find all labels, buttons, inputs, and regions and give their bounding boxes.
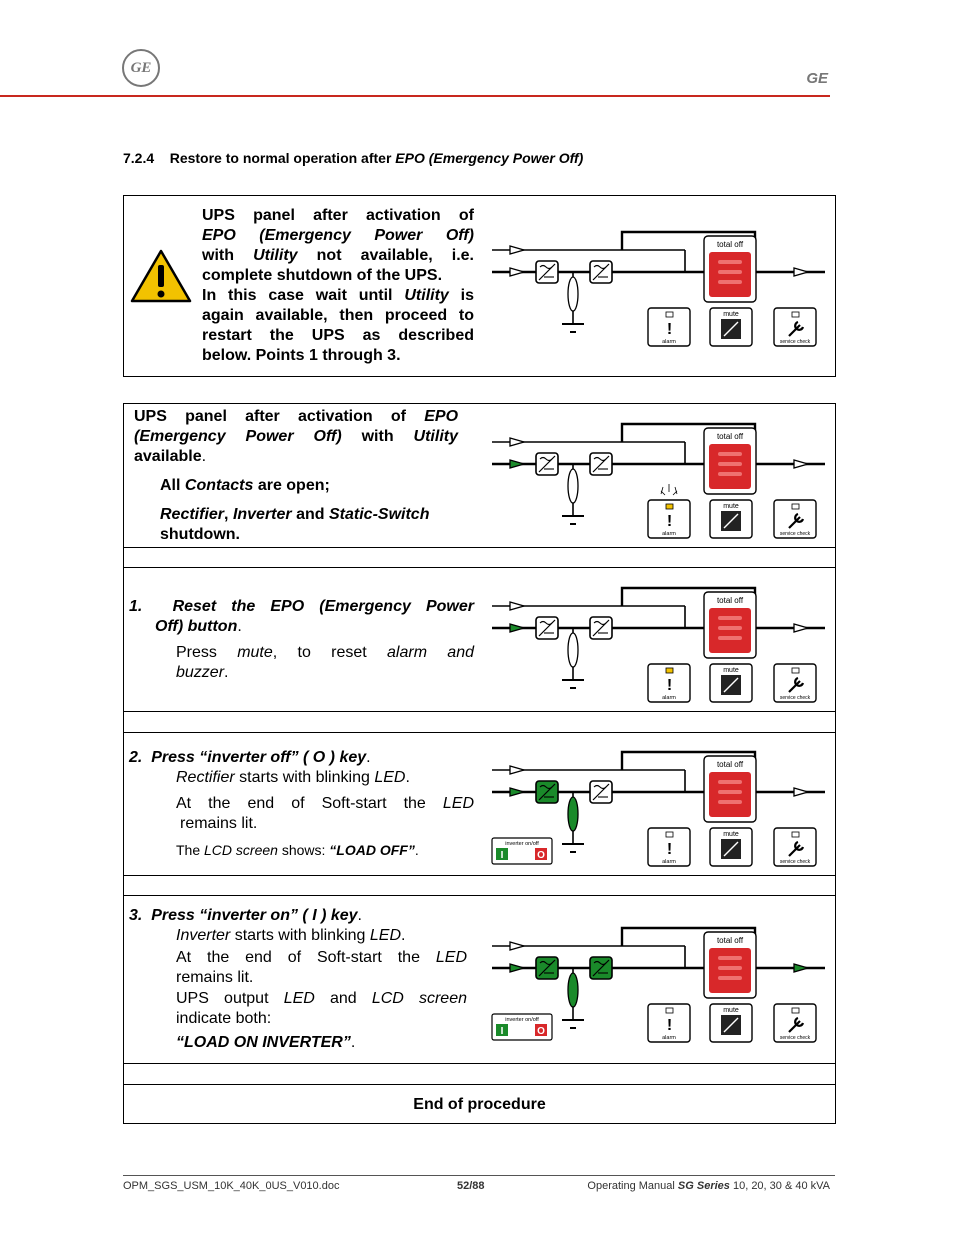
box2-line: Rectifier	[160, 506, 225, 523]
step-1	[129, 597, 474, 683]
bypass-input-arrow	[510, 438, 524, 446]
box2-line: ,	[224, 506, 229, 523]
step-text: LED	[369, 927, 401, 944]
box2-line: shutdown.	[160, 526, 240, 543]
bypass-input-arrow	[510, 602, 524, 610]
box1-line: restart the UPS as described	[202, 327, 474, 344]
step-text: starts with blinking	[239, 769, 370, 786]
step-text: remains lit.	[180, 815, 258, 832]
step-title: .	[237, 618, 242, 635]
alarm-led	[666, 312, 673, 317]
step-text: , to reset	[272, 644, 367, 661]
service-check-label: service check	[779, 531, 811, 537]
step-title: Reset the EPO (Emergency Power	[172, 598, 475, 615]
inverter-off-glyph: O	[537, 850, 545, 861]
bypass-input-arrow	[510, 246, 524, 254]
box1-line: not available, i.e.	[316, 247, 474, 264]
ge-logo	[122, 49, 160, 87]
separator	[123, 1063, 836, 1064]
section-title-text: Restore to normal operation after	[169, 150, 396, 166]
step-text: .	[414, 842, 419, 858]
total-off-ridge	[718, 636, 742, 640]
inverter-on-glyph: I	[500, 850, 504, 861]
step-title: .	[366, 749, 371, 766]
total-off-pad	[709, 948, 751, 993]
total-off-ridge	[718, 626, 742, 630]
battery-icon	[568, 277, 578, 311]
alarm-icon: !	[666, 1017, 673, 1034]
separator	[123, 732, 836, 733]
footer-rule	[123, 1175, 835, 1176]
box2-line: with	[361, 428, 394, 445]
step-title: Press	[151, 749, 195, 766]
alarm-rays-icon	[661, 484, 677, 495]
step-text: .	[350, 1034, 356, 1051]
box2-line: available	[134, 448, 202, 465]
alarm-icon: !	[666, 677, 673, 694]
total-off-ridge	[718, 452, 742, 456]
box1-line: In this case wait until	[202, 287, 393, 304]
box1-line: again available, then proceed to	[202, 307, 474, 324]
step-2	[129, 748, 474, 860]
battery-icon	[568, 469, 578, 503]
alarm-led	[666, 504, 673, 509]
ups-diagram	[480, 742, 830, 872]
step-text: indicate both:	[176, 1010, 272, 1027]
total-off-ridge	[718, 800, 742, 804]
service-led	[792, 668, 799, 673]
step-text: starts with blinking	[234, 927, 366, 944]
state-after-epo-text	[134, 407, 458, 545]
header-brand: GE	[806, 70, 828, 87]
step-text: remains lit.	[176, 969, 254, 986]
total-off-label: total off	[716, 936, 744, 945]
step-text: “LOAD OFF”	[329, 842, 415, 858]
service-led	[792, 832, 799, 837]
step-text: Press	[176, 644, 217, 661]
alarm-label: alarm	[662, 339, 676, 345]
step-title: .	[357, 907, 362, 924]
mains-input-arrow	[510, 460, 524, 468]
section-title	[123, 150, 583, 166]
logo-text: GE	[130, 59, 152, 76]
box2-line: UPS panel after activation of	[134, 408, 406, 425]
alarm-led	[666, 832, 673, 837]
box1-line: complete shutdown of the UPS.	[202, 267, 443, 284]
total-off-ridge	[718, 780, 742, 784]
output-arrow	[794, 268, 808, 276]
box2-line: and	[296, 506, 325, 523]
alarm-label: alarm	[662, 1035, 676, 1041]
box1-line: below. Points 1 through 3.	[202, 347, 401, 364]
total-off-ridge	[718, 462, 742, 466]
mute-label: mute	[723, 831, 739, 838]
mains-input-arrow	[510, 964, 524, 972]
step-text: At the end of Soft-start the	[176, 795, 426, 812]
box1-line: Utility	[404, 287, 449, 304]
total-off-label: total off	[716, 432, 744, 441]
total-off-pad	[709, 608, 751, 653]
step-text: UPS output	[176, 990, 269, 1007]
warning-icon	[129, 248, 193, 304]
alarm-led	[666, 668, 673, 673]
total-off-label: total off	[716, 240, 744, 249]
alarm-led	[666, 1008, 673, 1013]
step-number: 1.	[129, 598, 143, 615]
alarm-label: alarm	[662, 859, 676, 865]
step-text: shows:	[281, 842, 326, 858]
output-arrow	[794, 788, 808, 796]
header-rule	[0, 95, 830, 97]
separator	[123, 895, 836, 896]
total-off-ridge	[718, 280, 742, 284]
separator	[123, 1084, 836, 1085]
step-text: At the end of Soft-start the	[176, 949, 420, 966]
step-title: Off) button	[155, 618, 238, 635]
step-text: .	[401, 927, 406, 944]
step-text: .	[405, 769, 410, 786]
step-text: LCD screen	[204, 842, 278, 858]
ups-diagram	[480, 918, 830, 1048]
step-text: buzzer	[176, 664, 225, 681]
end-of-procedure: End of procedure	[413, 1096, 546, 1113]
box1-line: with	[202, 247, 234, 264]
total-off-ridge	[718, 260, 742, 264]
mute-label: mute	[723, 503, 739, 510]
alarm-label: alarm	[662, 695, 676, 701]
service-check-label: service check	[779, 859, 811, 865]
total-off-pad	[709, 444, 751, 489]
service-check-label: service check	[779, 695, 811, 701]
step-number: 3.	[129, 907, 143, 924]
step-number: 2.	[129, 749, 143, 766]
battery-icon	[568, 633, 578, 667]
inverter-on-glyph: I	[500, 1026, 504, 1037]
mute-label: mute	[723, 311, 739, 318]
battery-icon	[568, 973, 578, 1007]
box2-line: Utility	[413, 428, 458, 445]
step-text: alarm and	[387, 644, 475, 661]
box2-line: EPO	[424, 408, 459, 425]
section-title-em: EPO (Emergency Power Off)	[395, 150, 584, 166]
mains-input-arrow	[510, 788, 524, 796]
inverter-off-glyph: O	[537, 1026, 545, 1037]
box2-line: Inverter	[232, 506, 292, 523]
service-check-label: service check	[779, 1035, 811, 1041]
step-text: The	[176, 842, 201, 858]
footer-page: 52/88	[457, 1180, 485, 1192]
total-off-pad	[709, 252, 751, 297]
service-led	[792, 504, 799, 509]
step-text: LCD screen	[371, 990, 468, 1007]
service-led	[792, 312, 799, 317]
step-text: “LOAD ON INVERTER”	[176, 1034, 351, 1051]
ups-diagram	[480, 578, 830, 708]
separator	[123, 711, 836, 712]
inverter-onoff-label: inverter on/off	[505, 1017, 539, 1023]
bypass-input-arrow	[510, 766, 524, 774]
box1-line: UPS panel after activation of	[202, 207, 474, 224]
total-off-ridge	[718, 616, 742, 620]
alarm-label: alarm	[662, 531, 676, 537]
total-off-label: total off	[716, 596, 744, 605]
bypass-input-arrow	[510, 942, 524, 950]
step-title: Press	[151, 907, 195, 924]
ups-diagram	[480, 222, 830, 352]
output-arrow	[794, 460, 808, 468]
mute-label: mute	[723, 1007, 739, 1014]
alarm-icon: !	[666, 321, 673, 338]
output-arrow	[794, 964, 808, 972]
inverter-onoff-label: inverter on/off	[505, 841, 539, 847]
step-text: LED	[283, 990, 315, 1007]
battery-icon	[568, 797, 578, 831]
separator	[123, 875, 836, 876]
step-text: mute	[237, 644, 273, 661]
box2-line: Static-Switch	[329, 506, 430, 523]
box2-line: are open;	[257, 477, 330, 494]
box2-line: .	[201, 448, 207, 465]
total-off-pad	[709, 772, 751, 817]
alarm-icon: !	[666, 513, 673, 530]
separator	[123, 567, 836, 568]
mute-label: mute	[723, 667, 739, 674]
footer-manual	[587, 1180, 830, 1192]
mains-input-arrow	[510, 268, 524, 276]
alarm-icon: !	[666, 841, 673, 858]
section-number: 7.2.4	[123, 150, 155, 166]
service-led	[792, 1008, 799, 1013]
service-check-label: service check	[779, 339, 811, 345]
box1-line: Utility	[253, 247, 298, 264]
box2-line: (Emergency Power Off)	[134, 428, 342, 445]
footer-series: SG Series	[677, 1180, 730, 1192]
step-text: Rectifier	[176, 769, 235, 786]
footer-rating: 10, 20, 30 & 40 kVA	[732, 1180, 830, 1192]
box1-line: EPO (Emergency Power Off)	[202, 227, 474, 244]
total-off-ridge	[718, 472, 742, 476]
step-text: LED	[435, 949, 467, 966]
box1-line: is	[460, 287, 474, 304]
total-off-label: total off	[716, 760, 744, 769]
separator	[123, 547, 836, 548]
step-title: “inverter off” ( O ) key	[199, 749, 367, 766]
step-title: “inverter on” ( I ) key	[199, 907, 358, 924]
box2-line: Contacts	[184, 477, 254, 494]
total-off-ridge	[718, 966, 742, 970]
step-text: LED	[374, 769, 406, 786]
step-text: Inverter	[176, 927, 231, 944]
total-off-ridge	[718, 976, 742, 980]
step-text: LED	[442, 795, 474, 812]
total-off-ridge	[718, 790, 742, 794]
total-off-ridge	[718, 956, 742, 960]
ups-diagram	[480, 414, 830, 544]
footer-doc: OPM_SGS_USM_10K_40K_0US_V010.doc	[123, 1180, 340, 1192]
total-off-ridge	[718, 270, 742, 274]
step-3	[129, 906, 467, 1053]
box1-text	[202, 206, 474, 366]
mains-input-arrow	[510, 624, 524, 632]
step-text: .	[224, 664, 229, 681]
step-text: and	[329, 990, 357, 1007]
box2-line: All	[160, 477, 181, 494]
output-arrow	[794, 624, 808, 632]
footer-manual-text: Operating Manual	[587, 1180, 675, 1192]
